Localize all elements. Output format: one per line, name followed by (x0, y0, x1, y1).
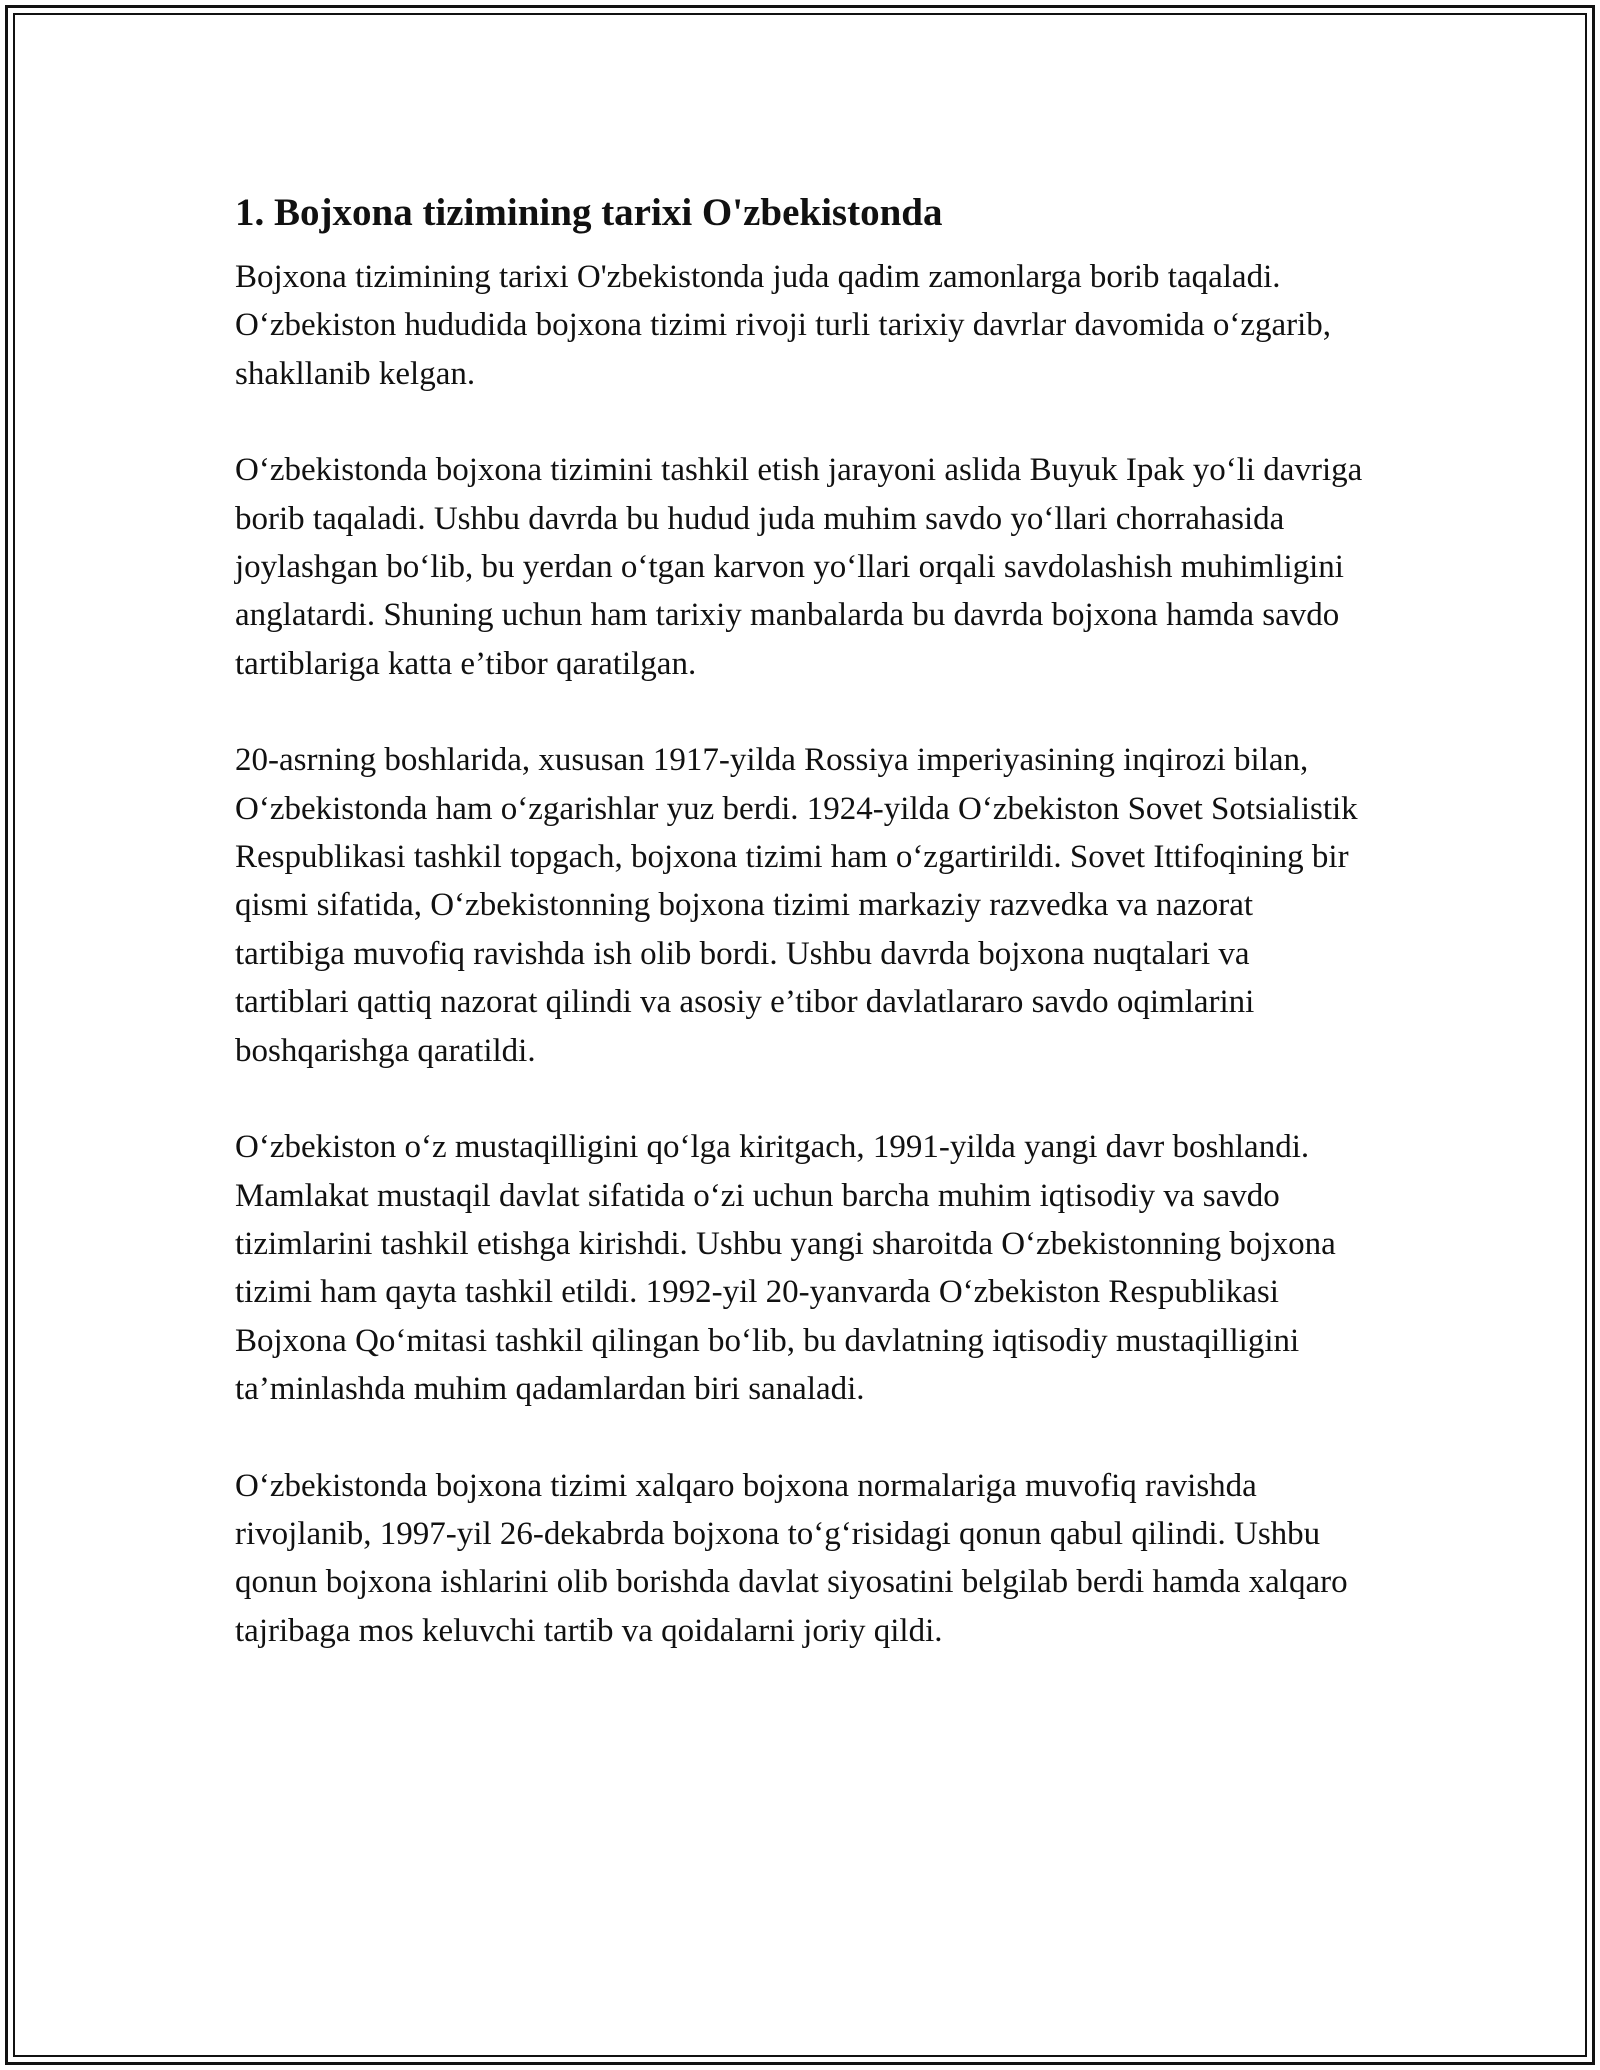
section-heading: 1. Bojxona tizimining tarixi O'zbekistonda (235, 191, 943, 234)
paragraph-5: O‘zbekistonda bojxona tizimi xalqaro bojxona normalariga muvofiq ravishda rivojlanib, 1997-yil 26-dekabrda bojxona to‘g‘risidagi qonun qabul qilindi. Ushbu qonun bojxona ishlarini olib borishda davlat siyosatini belgilab berdi hamda xalqaro tajribaga mos keluvchi tartib va qoidalarni joriy qildi. (235, 1467, 1348, 1649)
paragraph-3: 20-asrning boshlarida, xususan 1917-yilda Rossiya imperiyasining inqirozi bilan, O‘zbekistonda ham o‘zgarishlar yuz berdi. 1924-yilda O‘zbekiston Sovet Sotsialistik Respublikasi tashkil topgach, bojxona tizimi ham o‘zgartirildi. Sovet Ittifoqining bir qismi sifatida, O‘zbekistonning bojxona tizimi markaziy razvedka va nazorat tartibiga muvofiq ravishda ish olib bordi. Ushbu davrda bojxona nuqtalari va tartiblari qattiq nazorat qilindi va asosiy e’tibor davlatlararo savdo oqimlarini boshqarishga qaratildi. (235, 742, 1358, 1069)
document-body (235, 185, 1370, 1703)
paragraph-2: O‘zbekistonda bojxona tizimini tashkil etish jarayoni aslida Buyuk Ipak yo‘li davriga borib taqaladi. Ushbu davrda bu hudud juda muhim savdo yo‘llari chorrahasida joylashgan bo‘lib, bu yerdan o‘tgan karvon yo‘llari orqali savdolashish muhimligini anglatardi. Shuning uchun ham tarixiy manbalarda bu davrda bojxona hamda savdo tartiblariga katta e’tibor qaratilgan. (235, 452, 1363, 682)
paragraph-4: O‘zbekiston o‘z mustaqilligini qo‘lga kiritgach, 1991-yilda yangi davr boshlandi. Mamlakat mustaqil davlat sifatida o‘zi uchun barcha muhim iqtisodiy va savdo tizimlarini tashkil etishga kirishdi. Ushbu yangi sharoitda O‘zbekistonning bojxona tizimi ham qayta tashkil etildi. 1992-yil 20-yanvarda O‘zbekiston Respublikasi Bojxona Qo‘mitasi tashkil qilingan bo‘lib, bu davlatning iqtisodiy mustaqilligini ta’minlashda muhim qadamlardan biri sanaladi. (235, 1129, 1336, 1408)
paragraph-1: Bojxona tizimining tarixi O'zbekistonda juda qadim zamonlarga borib taqaladi. O‘zbekiston hududida bojxona tizimi rivoji turli tarixiy davrlar davomida o‘zgarib, shakllanib kelgan. (235, 259, 1332, 392)
